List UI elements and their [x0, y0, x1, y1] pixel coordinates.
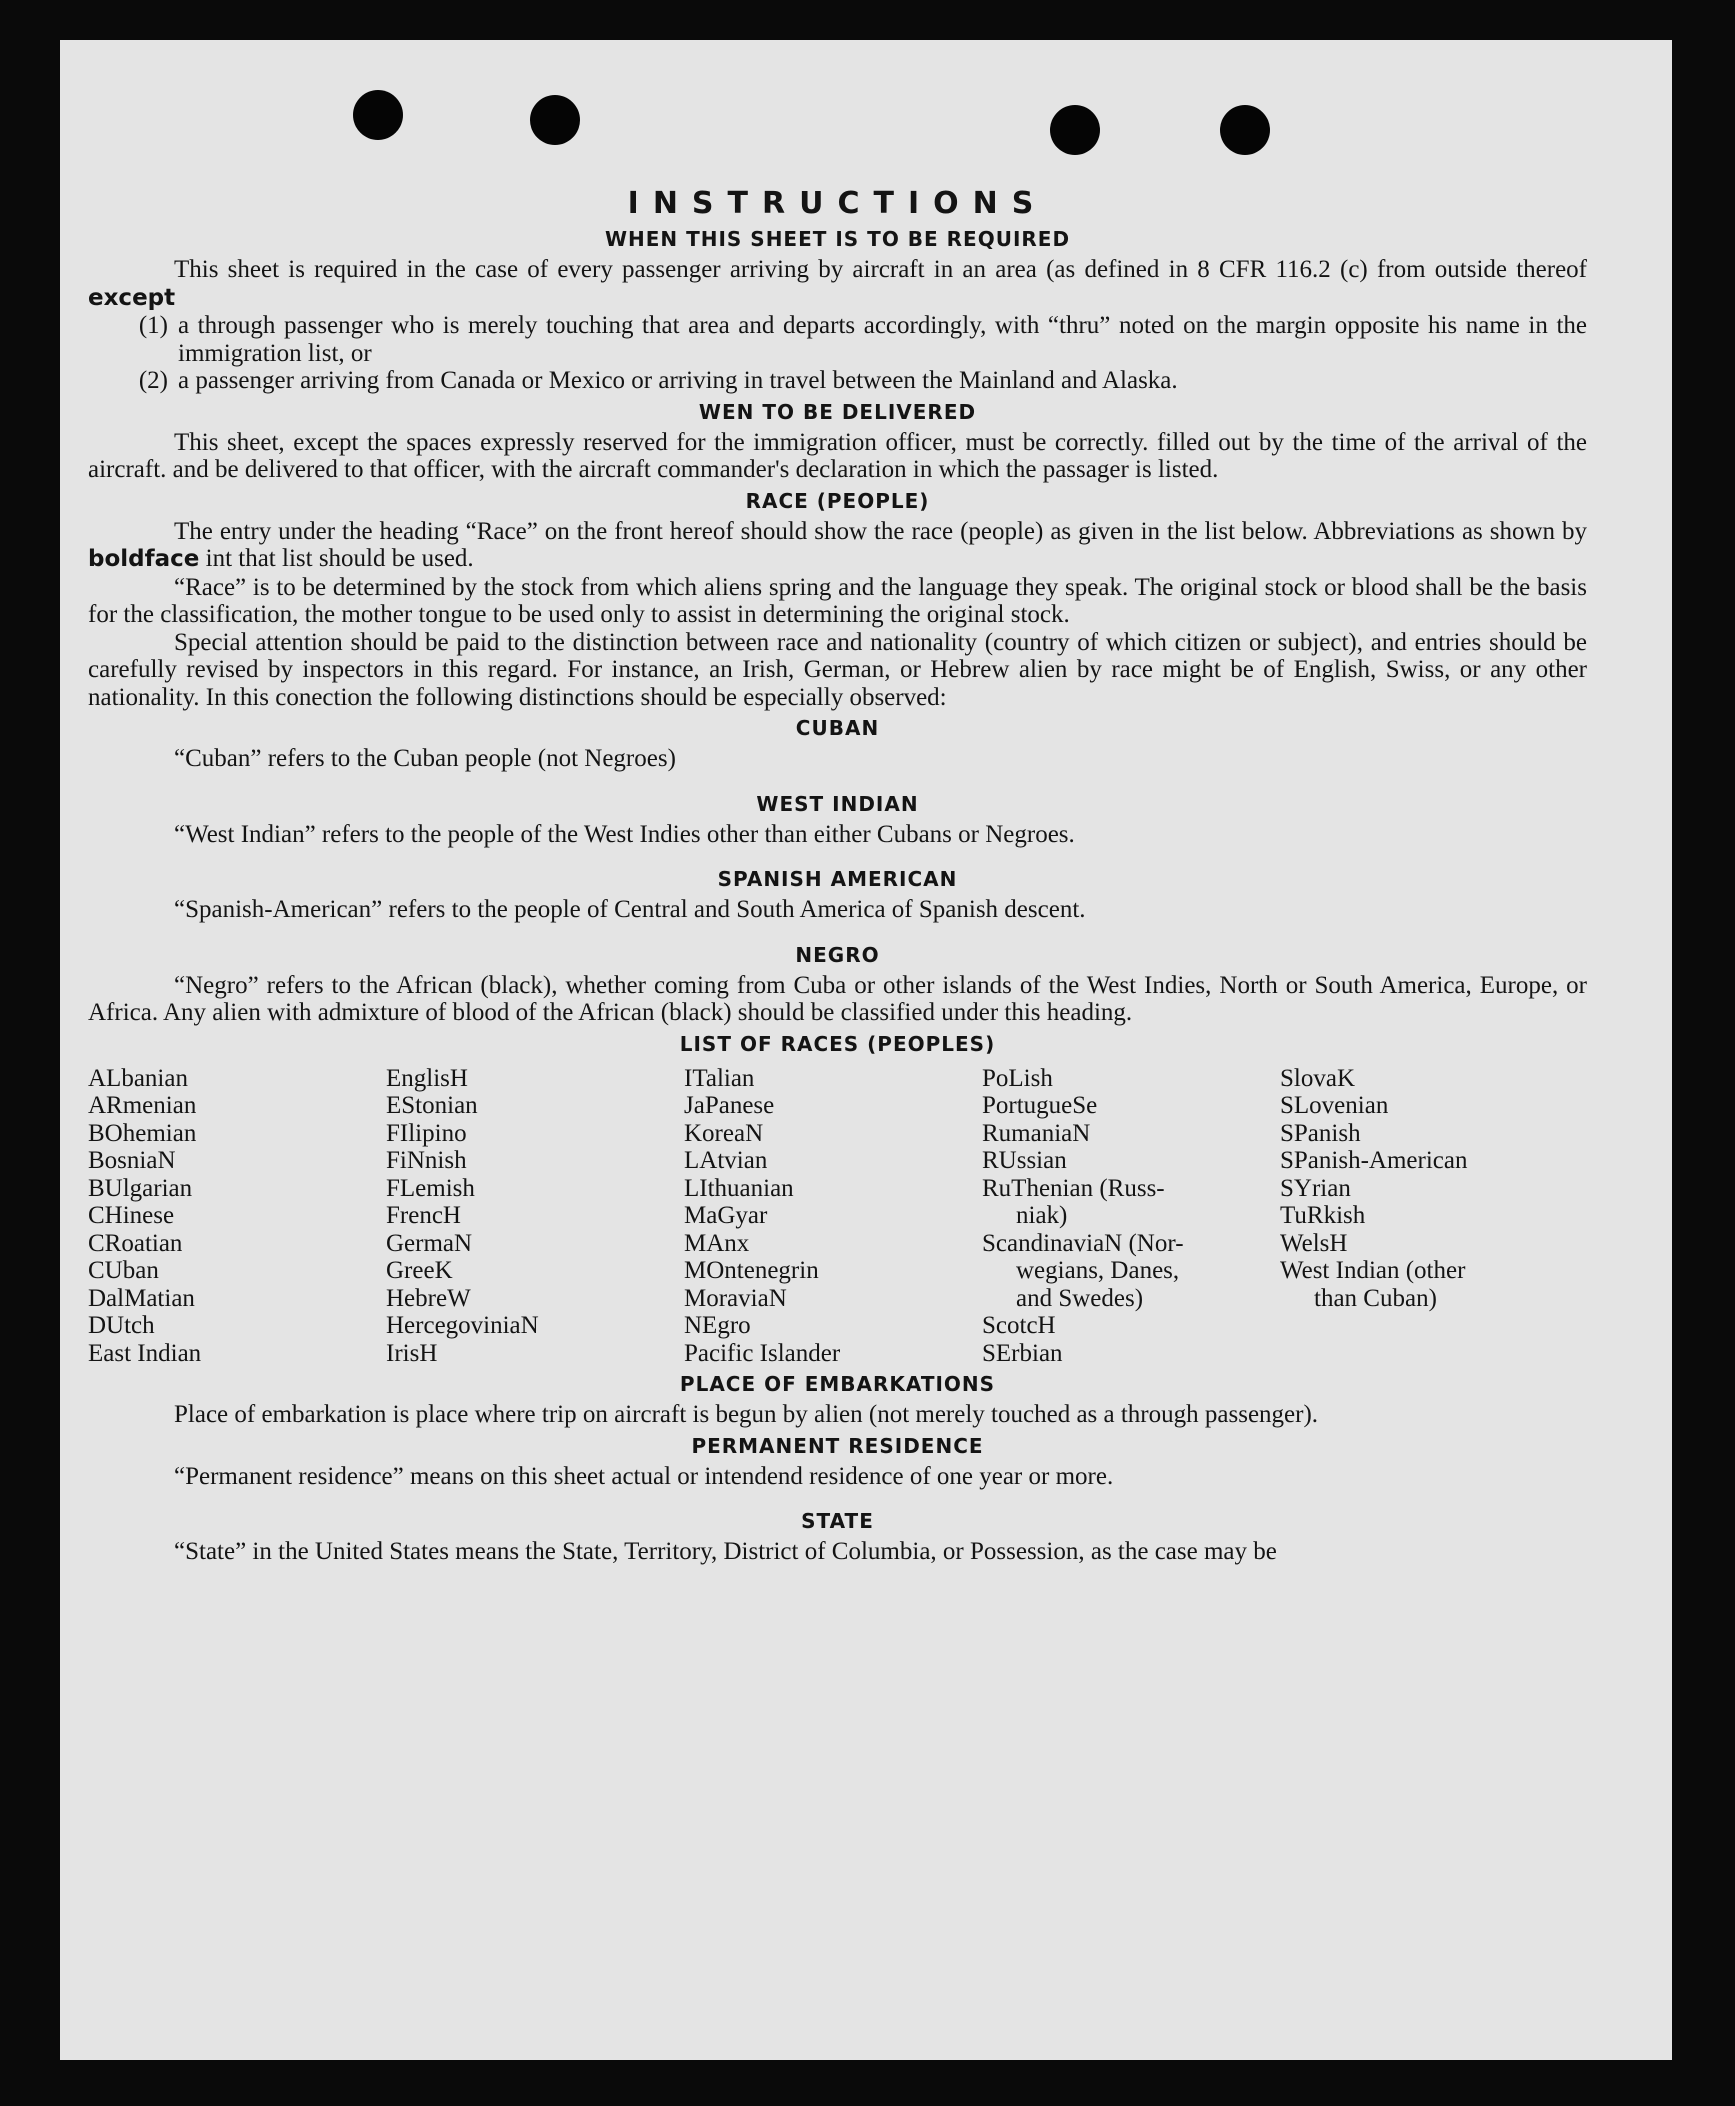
- race-item: ScotcH: [982, 1312, 1056, 1339]
- race-item: PoLish: [982, 1064, 1053, 1092]
- race-item: Pacific Islander: [684, 1339, 841, 1367]
- races-column: [386, 1065, 684, 1368]
- race-paragraph-2: “Race” is to be determined by the stock from which aliens spring and the language they speak. The original stock or blood shall be the basis for the classification, the mother tongue to be used only to assist in determining the original stock.: [88, 573, 1587, 628]
- race-item: RuThenian (Russ-: [982, 1174, 1165, 1202]
- race-p1-end: int that list should be used.: [205, 545, 474, 572]
- section-heading-west-indian: WEST INDIAN: [756, 791, 919, 816]
- race-item: MOntenegrin: [684, 1257, 819, 1284]
- race-item: and Swedes): [1016, 1284, 1144, 1312]
- race-item: than Cuban): [1314, 1284, 1437, 1312]
- race-paragraph-1: [88, 518, 1587, 574]
- race-item: WelsH: [1280, 1229, 1348, 1257]
- race-item: SYrian: [1280, 1174, 1351, 1202]
- race-item: MaGyar: [684, 1202, 768, 1229]
- race-item: BUlgarian: [88, 1174, 193, 1202]
- race-item: SPanish-American: [1280, 1147, 1468, 1174]
- item-text: a passenger arriving from Canada or Mexico or arriving in travel between the Mainland and Alaska.: [178, 367, 1178, 394]
- permanent-residence-text: “Permanent residence” means on this sheet actual or intendend residence of one year or more.: [174, 1462, 1114, 1490]
- punch-hole: [1050, 105, 1100, 155]
- races-column: [982, 1065, 1280, 1368]
- race-item: FLemish: [386, 1174, 475, 1202]
- intro-text: This sheet is required in the case of every passenger arriving by aircraft in an area (as defined in 8 CFR 116.2 (c) from outside thereof: [174, 256, 1587, 283]
- race-item: FIlipino: [386, 1119, 467, 1147]
- when-required-intro: [88, 256, 1587, 312]
- page-title: INSTRUCTIONS: [627, 186, 1048, 221]
- race-item: MoraviaN: [684, 1284, 787, 1312]
- race-item: MAnx: [684, 1229, 750, 1257]
- races-column: [88, 1065, 386, 1368]
- west-indian-text: “West Indian” refers to the people of the West Indies other than either Cubans or Negroes.: [174, 820, 1075, 848]
- section-heading-when-required: WHEN THIS SHEET IS TO BE REQUIRED: [604, 227, 1071, 251]
- race-item: JaPanese: [684, 1092, 775, 1119]
- race-item: RUssian: [982, 1147, 1067, 1174]
- race-item: CHinese: [88, 1202, 175, 1229]
- races-list: [88, 1065, 1587, 1368]
- race-item: FiNnish: [386, 1147, 467, 1174]
- section-heading-embarkation: PLACE OF EMBARKATIONS: [679, 1372, 996, 1396]
- race-item: PortugueSe: [982, 1092, 1098, 1119]
- except-word: except: [88, 284, 176, 311]
- race-item: EStonian: [386, 1092, 478, 1119]
- section-heading-cuban: CUBAN: [795, 716, 880, 740]
- state-text: “State” in the United States means the State, Territory, District of Columbia, or Possession, as the case may be: [174, 1538, 1277, 1565]
- section-heading-negro: NEGRO: [795, 942, 880, 967]
- section-heading-race: RACE (PEOPLE): [745, 488, 930, 513]
- race-item: EnglisH: [386, 1064, 468, 1092]
- race-item: LAtvian: [684, 1147, 768, 1174]
- race-item: CUban: [88, 1257, 159, 1284]
- race-paragraph-3: Special attention should be paid to the distinction between race and nationality (country of which citizen or subject), and entries should be carefully revised by inspectors in this regard. For instance, an Irish, German, or Hebrew alien by race might be of English, Swiss, or any other nationality. In this conection the following distinctions should be especially observed:: [88, 628, 1587, 711]
- spanish-american-text: “Spanish-American” refers to the people of Central and South America of Spanish descent.: [174, 896, 1086, 923]
- race-item: ITalian: [684, 1064, 755, 1092]
- race-item: SErbian: [982, 1339, 1063, 1367]
- race-item: GermaN: [386, 1229, 473, 1257]
- exception-item: [88, 367, 1587, 395]
- section-heading-state: STATE: [801, 1509, 874, 1533]
- race-item: NEgro: [684, 1312, 751, 1339]
- race-item: East Indian: [88, 1339, 202, 1367]
- race-item: niak): [1016, 1202, 1068, 1229]
- item-number: (2): [138, 367, 168, 394]
- when-delivered-text: This sheet, except the spaces expressly reserved for the immigration officer, must be correctly. filled out by the time of the arrival of the aircraft. and be delivered to that officer, with the aircraft commander's declaration in which the passager is listed.: [88, 428, 1587, 483]
- embarkation-text: Place of embarkation is place where trip on aircraft is begun by alien (not merely touched as a through passenger).: [174, 1401, 1319, 1428]
- race-item: SLovenian: [1280, 1092, 1389, 1119]
- race-item: ARmenian: [88, 1092, 197, 1119]
- race-item: IrisH: [386, 1339, 438, 1367]
- race-item: RumaniaN: [982, 1119, 1091, 1147]
- section-heading-when-delivered: WEN TO BE DELIVERED: [698, 399, 977, 424]
- race-item: ALbanian: [88, 1064, 188, 1092]
- race-item: BOhemian: [88, 1119, 197, 1147]
- race-item: GreeK: [386, 1257, 453, 1284]
- item-text: a through passenger who is merely touching that area and departs accordingly, with “thru” noted on the margin opposite his name in the immigration list, or: [178, 312, 1587, 367]
- race-item: FrencH: [386, 1202, 461, 1229]
- race-item: SPanish: [1280, 1119, 1361, 1147]
- race-p1-start: The entry under the heading “Race” on the front hereof should show the race (people) as given in the list below. Abbreviations as shown by: [174, 517, 1587, 545]
- punch-hole: [1220, 105, 1270, 155]
- race-item: SlovaK: [1280, 1064, 1355, 1092]
- section-heading-spanish-american: SPANISH AMERICAN: [717, 867, 958, 891]
- race-item: wegians, Danes,: [1016, 1257, 1180, 1284]
- race-item: KoreaN: [684, 1119, 764, 1147]
- race-item: BosniaN: [88, 1147, 176, 1174]
- race-item: West Indian (other: [1280, 1257, 1466, 1284]
- exception-item: [88, 312, 1587, 367]
- race-item: HercegoviniaN: [386, 1312, 539, 1339]
- negro-text: “Negro” refers to the African (black), whether coming from Cuba or other islands of the West Indies, North or South America, Europe, or Africa. Any alien with admixture of blood of the African (black) should be classified under this heading.: [88, 971, 1587, 1026]
- race-item: LIthuanian: [684, 1174, 794, 1202]
- punch-hole: [530, 95, 580, 145]
- race-item: HebreW: [386, 1284, 471, 1312]
- race-item: TuRkish: [1280, 1202, 1366, 1229]
- cuban-text: “Cuban” refers to the Cuban people (not Negroes): [174, 745, 676, 772]
- races-column: [684, 1065, 982, 1368]
- section-heading-list-of-races: LIST OF RACES (PEOPLES): [679, 1031, 996, 1056]
- section-heading-permanent-residence: PERMANENT RESIDENCE: [691, 1433, 984, 1458]
- race-item: DalMatian: [88, 1284, 195, 1312]
- race-item: CRoatian: [88, 1229, 183, 1257]
- race-item: DUtch: [88, 1312, 155, 1339]
- instruction-sheet: [60, 40, 1672, 2060]
- punch-hole: [353, 90, 403, 140]
- race-item: ScandinaviaN (Nor-: [982, 1229, 1184, 1257]
- item-number: (1): [138, 312, 168, 339]
- boldface-word: boldface: [88, 546, 200, 572]
- races-column: [1280, 1065, 1578, 1368]
